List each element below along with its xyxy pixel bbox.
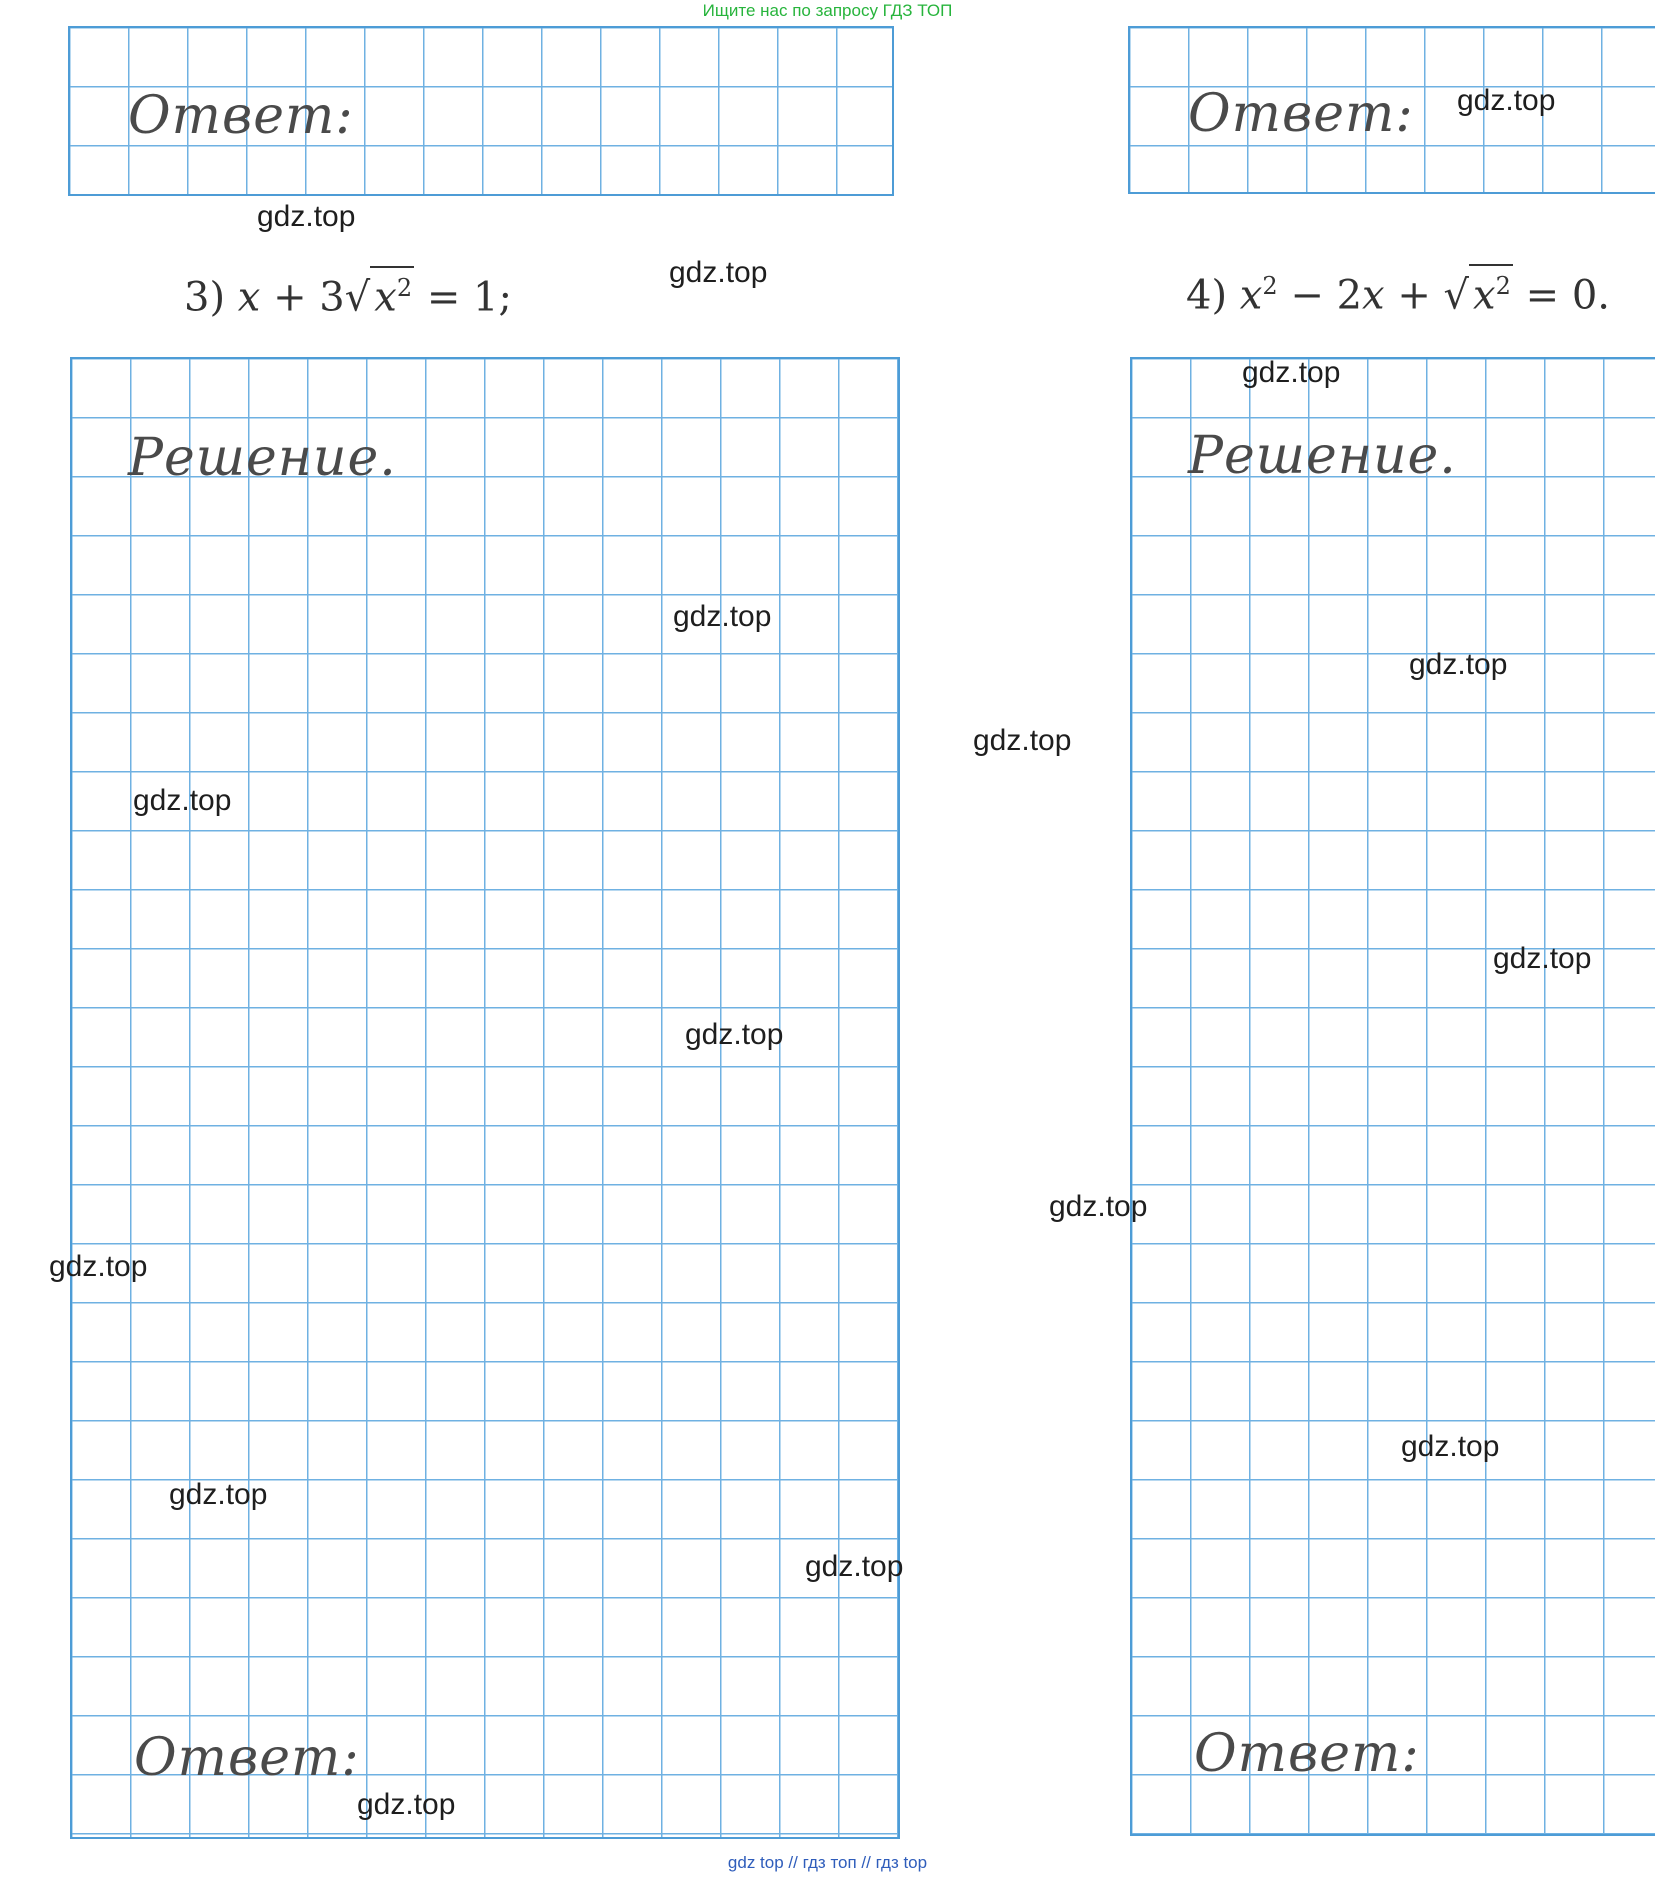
watermark: gdz.top: [673, 600, 772, 633]
equation-4: 4) $x^2 - 2x$ + √ $x^2 = 0$.: [1186, 264, 1610, 318]
equation-4-number: 4): [1186, 272, 1228, 319]
equation-3-rhs: = 1;: [426, 274, 512, 321]
top-banner: Ищите нас по запросу ГДЗ ТОП: [702, 1, 953, 20]
equation-3: 3) x + 3√ $x^2 = 1$;: [184, 266, 512, 320]
watermark: gdz.top: [169, 1478, 268, 1511]
watermark: gdz.top: [257, 200, 356, 233]
solution-grid-left: [70, 357, 900, 1839]
watermark: gdz.top: [669, 256, 768, 289]
answer-label-bottom-right: Ответ:: [1194, 1724, 1420, 1784]
equation-3-number: 3): [184, 274, 226, 321]
watermark: gdz.top: [1493, 942, 1592, 975]
watermark: gdz.top: [1049, 1190, 1148, 1223]
watermark: gdz.top: [49, 1250, 148, 1283]
equation-4-radicand: $x^2$: [1469, 264, 1513, 315]
watermark: gdz.top: [1457, 84, 1556, 117]
equation-4-rhs: = 0.: [1525, 272, 1611, 319]
equation-3-plus: + 3: [273, 274, 345, 321]
answer-label-bottom-left: Ответ:: [134, 1728, 360, 1788]
answer-label-top-right: Ответ:: [1188, 84, 1414, 144]
answer-label-top-left: Ответ:: [128, 86, 354, 146]
watermark: gdz.top: [685, 1018, 784, 1051]
watermark: gdz.top: [1409, 648, 1508, 681]
watermark: gdz.top: [133, 784, 232, 817]
equation-3-x: x: [237, 274, 261, 321]
equation-3-radicand: $x^2$: [370, 266, 414, 317]
watermark: gdz.top: [1242, 356, 1341, 389]
watermark: gdz.top: [805, 1550, 904, 1583]
bottom-banner: gdz top // гдз топ // гдз top: [727, 1853, 928, 1872]
watermark: gdz.top: [357, 1788, 456, 1821]
solution-grid-right: [1130, 357, 1655, 1836]
watermark: gdz.top: [1401, 1430, 1500, 1463]
solution-label-right: Решение.: [1188, 426, 1457, 486]
watermark: gdz.top: [973, 724, 1072, 757]
solution-label-left: Решение.: [128, 428, 397, 488]
